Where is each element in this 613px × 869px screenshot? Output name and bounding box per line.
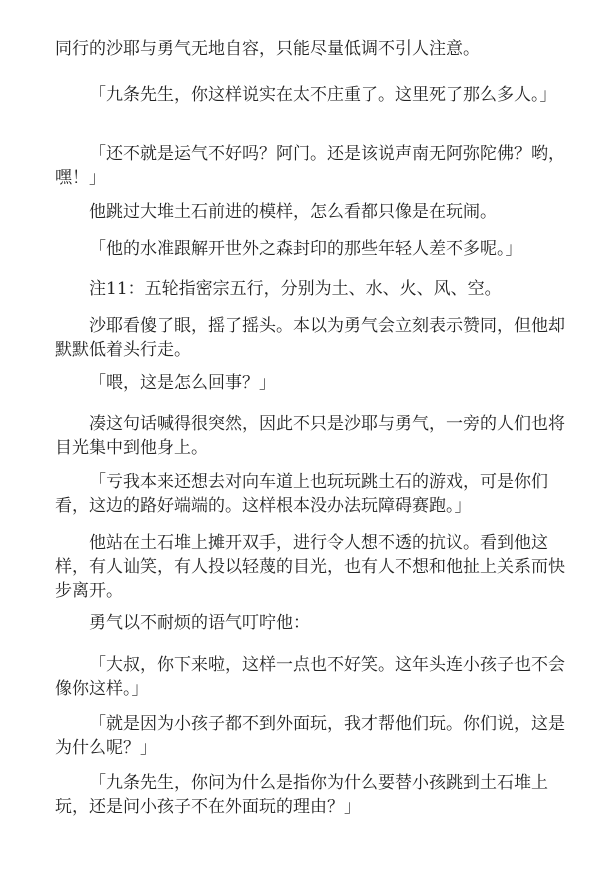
footnote: 注11：五轮指密宗五行，分别为土、水、火、风、空。 <box>89 279 502 299</box>
paragraph: 「九条先生，你这样说实在太不庄重了。这里死了那么多人。」 <box>89 85 557 105</box>
paragraph: 「还不就是运气不好吗？阿门。还是该说声南无阿弥陀佛？哟，嘿！」 <box>55 144 565 188</box>
paragraph: 他站在土石堆上摊开双手，进行令人想不透的抗议。看到他这样，有人讪笑，有人投以轻蔑的目光，也有人不想和他扯上关系而快步离开。 <box>55 533 565 601</box>
paragraph: 「九条先生，你问为什么是指你为什么要替小孩跳到土石堆上玩，还是问小孩子不在外面玩的理由？」 <box>55 773 548 817</box>
paragraph: 勇气以不耐烦的语气叮咛他： <box>89 613 310 633</box>
paragraph: 「大叔，你下来啦，这样一点也不好笑。这年头连小孩子也不会像你这样。」 <box>55 655 565 699</box>
paragraph: 凑这句话喊得很突然，因此不只是沙耶与勇气，一旁的人们也将目光集中到他身上。 <box>55 414 565 458</box>
paragraph: 「就是因为小孩子都不到外面玩，我才帮他们玩。你们说，这是为什么呢？」 <box>55 714 565 758</box>
paragraph: 「亏我本来还想去对向车道上也玩玩跳土石的游戏，可是你们看，这边的路好端端的。这样根本没办法玩障碍赛跑。」 <box>55 472 548 516</box>
paragraph: 同行的沙耶与勇气无地自容，只能尽量低调不引人注意。 <box>55 39 480 59</box>
paragraph: 他跳过大堆土石前进的模样，怎么看都只像是在玩闹。 <box>89 202 497 222</box>
paragraph: 沙耶看傻了眼，摇了摇头。本以为勇气会立刻表示赞同，但他却默默低着头行走。 <box>55 316 565 360</box>
paragraph: 「喂，这是怎么回事？」 <box>89 373 276 393</box>
paragraph: 「他的水准跟解开世外之森封印的那些年轻人差不多呢。」 <box>89 239 523 259</box>
